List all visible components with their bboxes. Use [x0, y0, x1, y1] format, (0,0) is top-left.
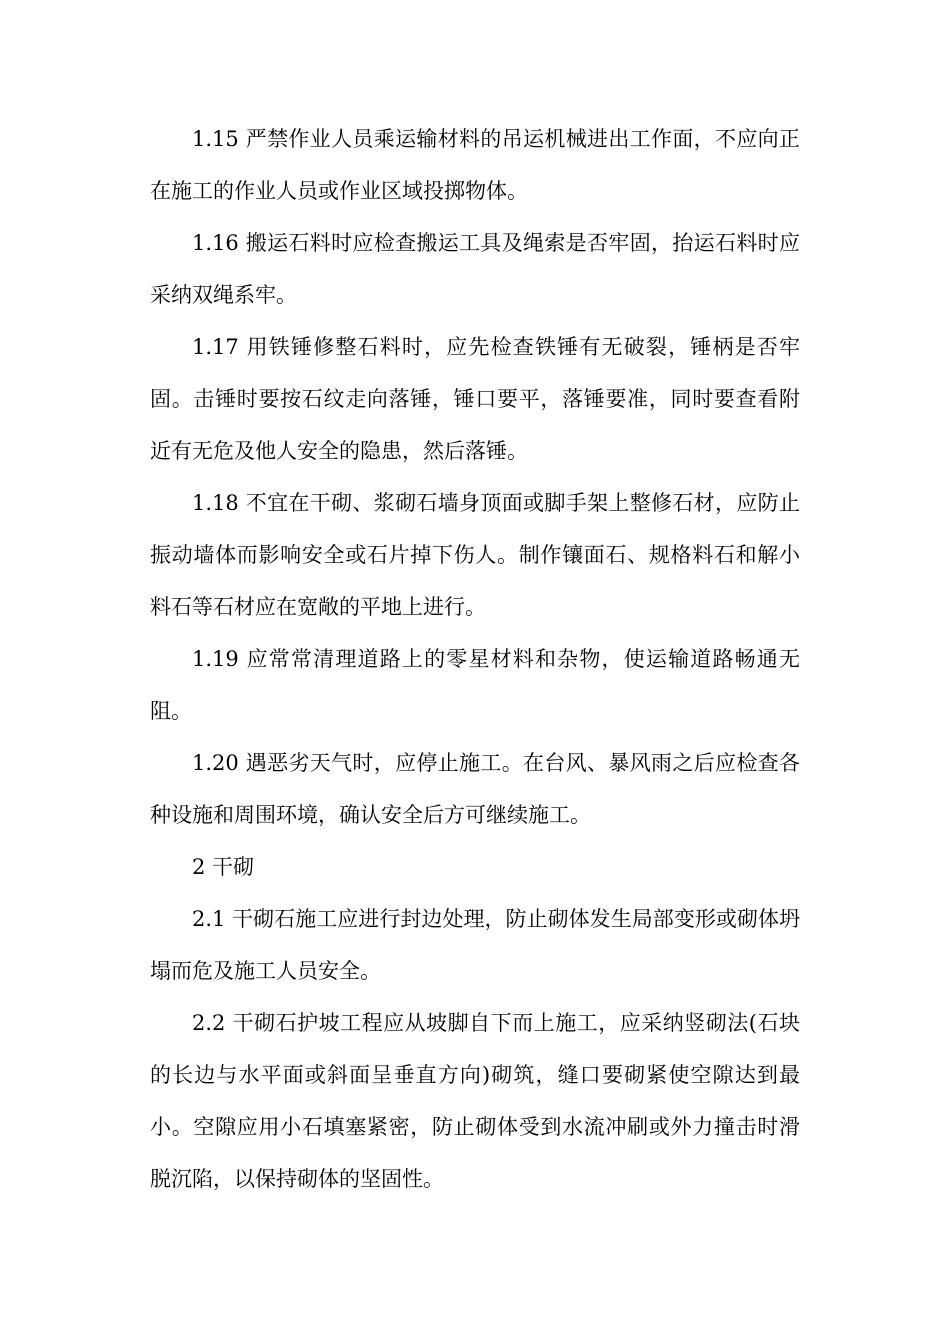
paragraph-2-2: 2.2 干砌石护坡工程应从坡脚自下而上施工，应采纳竖砌法(石块的长边与水平面或斜面呈垂直方向)砌筑，缝口要砌紧使空隙达到最小。空隙应用小石填塞紧密，防止砌体受到水流冲刷或外力撞击时滑脱沉陷，以保持砌体的坚固性。 — [150, 1011, 800, 1191]
paragraph-1-20: 1.20 遇恶劣天气时，应停止施工。在台风、暴风雨之后应检查各种设施和周围环境，确认安全后方可继续施工。 — [150, 751, 800, 827]
paragraph-2-1: 2.1 干砌石施工应进行封边处理，防止砌体发生局部变形或砌体坍塌而危及施工人员安全。 — [150, 907, 800, 983]
paragraph-1-15: 1.15 严禁作业人员乘运输材料的吊运机械进出工作面，不应向正在施工的作业人员或作业区域投掷物体。 — [150, 127, 800, 203]
section-heading-2: 2 干砌 — [192, 855, 255, 879]
paragraph-1-18: 1.18 不宜在干砌、浆砌石墙身顶面或脚手架上整修石材，应防止振动墙体而影响安全或石片掉下伤人。制作镶面石、规格料石和解小料石等石材应在宽敞的平地上进行。 — [150, 491, 800, 619]
paragraph-1-19: 1.19 应常常清理道路上的零星材料和杂物，使运输道路畅通无阻。 — [150, 647, 800, 723]
paragraph-1-17: 1.17 用铁锤修整石料时，应先检查铁锤有无破裂，锤柄是否牢固。击锤时要按石纹走向落锤，锤口要平，落锤要准，同时要查看附近有无危及他人安全的隐患，然后落锤。 — [150, 335, 800, 463]
paragraph-1-16: 1.16 搬运石料时应检查搬运工具及绳索是否牢固，抬运石料时应采纳双绳系牢。 — [150, 231, 800, 307]
document-body — [150, 113, 800, 1205]
